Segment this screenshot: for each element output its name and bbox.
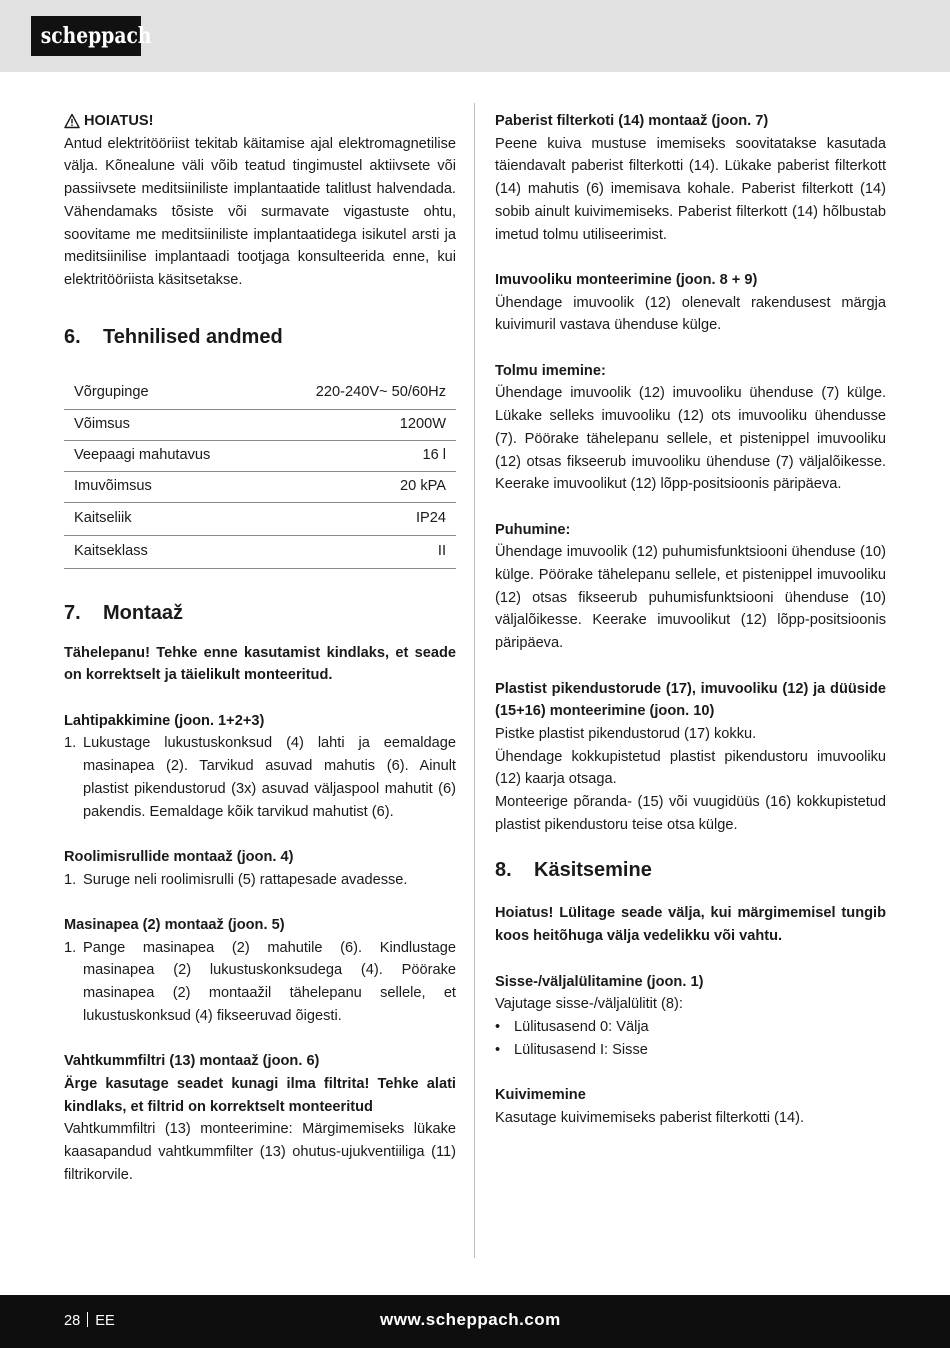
dry-vacuum-title: Kuivimemine (495, 1087, 586, 1104)
spec-value: 20 kPA (264, 471, 456, 502)
foam-filter-text: Vahtkummfiltri (13) monteerimine: Märgimemiseks lükake kaasapandud vahtkummfilter (13) ohutus-ujukventiiliga (11) filtrikorvile. (64, 1121, 456, 1183)
section-7-number: 7. (64, 601, 81, 624)
tubes-title: Plastist pikendustorude (17), imuvooliku (12) ja düüside (15+16) monteerimine (joon. 10) (495, 680, 886, 720)
table-row (64, 502, 456, 535)
table-row (64, 377, 456, 410)
page-header (0, 0, 950, 72)
paper-filter-text: Peene kuiva mustuse imemiseks soovitatakse kasutada täiendavalt paberist filterkotti (14). Lükake paberist filterkott (14) mahutis (6) imemisava kohale. Paberist filterkott (14) sobib ainult kuivimemiseks. Paberist filterkott (14) hõlbustab imetud tolmu utiliseerimist. (495, 135, 886, 243)
warning-heading (64, 110, 456, 133)
list-marker: 1. (64, 735, 77, 752)
bullet-marker: • (495, 1018, 501, 1035)
blowing-text: Ühendage imuvoolik (12) puhumisfunktsiooni ühenduse (10) külge. Pöörake tähelepanu sellele, et pistenippel imuvooliku (12) otsas fikseerub puhumisfunktsiooni ühenduse (10) väljalõikesse. Keerake imuvoolikut (12) lõpp-positsioonis päripäeva. (495, 544, 886, 652)
spec-table (64, 377, 456, 569)
unpacking-title: Lahtipakkimine (joon. 1+2+3) (64, 712, 265, 729)
hose-text: Ühendage imuvoolik (12) olenevalt rakendusest märgja kuivimuril vastava ühenduse külge. (495, 294, 886, 334)
column-divider (474, 103, 475, 1258)
section-6-title: Tehnilised andmed (103, 325, 283, 348)
bullet-marker: • (495, 1041, 501, 1058)
unpacking-text: Lukustage lukustuskonksud (4) lahti ja eemaldage masinapea (2). Tarvikud asuvad mahutis (6). Ainult plastist pikendustorud (3x) asuvad väljaspool mahutit (6) pakendis. Eemaldage kõik tarvikud mahutist (6). (83, 735, 456, 820)
dry-vacuum-text: Kasutage kuivimemiseks paberist filterkotti (14). (495, 1109, 805, 1126)
rollers-text: Suruge neli roolimisrulli (5) rattapesade avadesse. (83, 871, 408, 888)
section-7-heading (64, 600, 456, 626)
table-row (64, 440, 456, 471)
foam-filter-title: Vahtkummfiltri (13) montaaž (joon. 6) (64, 1053, 320, 1070)
dust-title: Tolmu imemine: (495, 362, 606, 379)
section-8-heading (495, 857, 886, 883)
paper-filter-title: Paberist filterkoti (14) montaaž (joon. 7) (495, 113, 769, 129)
spec-label: Kaitseklass (64, 535, 264, 568)
spec-label: Võrgupinge (64, 377, 264, 410)
tubes-line-1: Pistke plastist pikendustorud (17) kokku. (495, 725, 757, 742)
spec-label: Võimsus (64, 409, 264, 440)
section-8-title: Käsitsemine (534, 859, 652, 882)
list-item (495, 1016, 886, 1039)
left-column (64, 110, 456, 1186)
warning-title: HOIATUS! (84, 113, 154, 129)
right-column (495, 110, 886, 1129)
assembly-notice: Tähelepanu! Tehke enne kasutamist kindlaks, et seade on korrektselt ja täielikult monteeritud. (64, 644, 456, 684)
website-url: www.scheppach.com (380, 1310, 561, 1329)
blowing-title: Puhumine: (495, 521, 571, 538)
section-6-heading (64, 324, 456, 350)
table-row (64, 535, 456, 568)
warning-triangle-icon (64, 113, 80, 129)
table-row (64, 409, 456, 440)
spec-value: 16 l (264, 440, 456, 471)
list-item (495, 1039, 886, 1062)
list-item (64, 732, 456, 823)
hose-title: Imuvooliku monteerimine (joon. 8 + 9) (495, 271, 758, 288)
spec-value: II (264, 535, 456, 568)
page-separator (87, 1312, 88, 1327)
list-marker: 1. (64, 871, 77, 888)
table-row (64, 471, 456, 502)
page-footer (0, 1295, 950, 1348)
rollers-title: Roolimisrullide montaaž (joon. 4) (64, 848, 294, 865)
warning-text: Antud elektritööriist tekitab käitamise ajal elektromagnetilise välja. Kõnealune väli võib teatud tingimustel aktiivsete või passiivsete meditsiiniliste implantaatide talitlust halvendada. Vähendamaks tõsiste või surmavate vigastuste ohtu, soovitame me meditsiiniliste implantaatidega isikutel arsti ja meditsiinilise implantaadi tootjaga konsulteerida enne, kui elektritööriista käsitsetakse. (64, 135, 456, 288)
section-6-number: 6. (64, 325, 81, 348)
scheppach-logo: scheppach (31, 16, 141, 56)
tubes-line-2: Ühendage kokkupistetud plastist pikendustoru imuvooliku (12) kaarja otsaga. (495, 748, 886, 788)
list-item (64, 869, 456, 892)
list-item (64, 937, 456, 1028)
spec-value: 1200W (264, 409, 456, 440)
machine-head-text: Pange masinapea (2) mahutile (6). Kindlustage masinapea (2) lukustuskonksudega (4). Pöörake masinapea (2) montaažil tähelepanu sellele, et lukustuskonksud (4) fikseeruvad õigesti. (83, 939, 456, 1024)
spec-label: Imuvõimsus (64, 471, 264, 502)
page-number (64, 1310, 115, 1332)
switch-title: Sisse-/väljalülitamine (joon. 1) (495, 973, 704, 990)
spec-label: Kaitseliik (64, 502, 264, 535)
tubes-line-3: Monteerige põranda- (15) või vuugidüüs (16) kokkupistetud plastist pikendustoru teise otsa külge. (495, 794, 886, 833)
operation-caution: Hoiatus! Lülitage seade välja, kui märgimemisel tungib koos heitõhuga välja vedelikku või vahtu. (495, 905, 886, 945)
section-8-number: 8. (495, 859, 512, 882)
machine-head-title: Masinapea (2) montaaž (joon. 5) (64, 917, 285, 934)
language-code: EE (95, 1313, 115, 1329)
dust-text: Ühendage imuvoolik (12) imuvooliku ühenduse (7) külge. Lükake selleks imuvooliku (12) ots imuvooliku ühendusse (7). Pöörake tähelepanu sellele, et pistenippel imuvooliku (12) otsas fikseerub imuvooliku ühenduse (7) väljalõikesse. Keerake imuvoolikut (12) lõpp-positsioonis päripäeva. (495, 385, 886, 493)
section-7-title: Montaaž (103, 601, 183, 624)
list-marker: 1. (64, 939, 77, 956)
spec-value: 220-240V~ 50/60Hz (264, 377, 456, 410)
page-number-value: 28 (64, 1313, 81, 1329)
spec-label: Veepaagi mahutavus (64, 440, 264, 471)
spec-value: IP24 (264, 502, 456, 535)
switch-option-off: Lülitusasend 0: Välja (514, 1018, 649, 1035)
foam-filter-warning: Ärge kasutage seadet kunagi ilma filtrita! Tehke alati kindlaks, et filtrid on korrektselt monteeritud (64, 1075, 456, 1115)
switch-text: Vajutage sisse-/väljalülitit (8): (495, 996, 683, 1013)
switch-option-on: Lülitusasend I: Sisse (514, 1041, 648, 1058)
